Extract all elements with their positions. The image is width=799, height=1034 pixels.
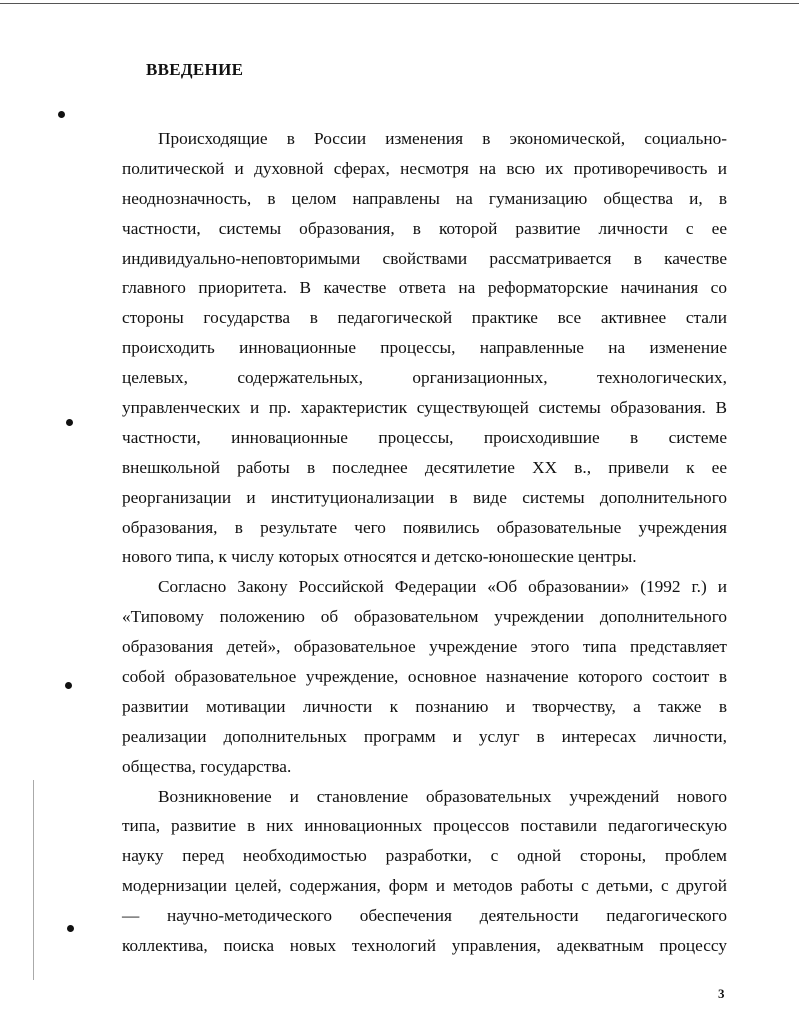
text-line: целевых, содержательных, организационных, технологических, bbox=[122, 368, 727, 388]
text-line: общества, государства. bbox=[122, 756, 292, 776]
text-line: неоднозначность, в целом направлены на гуманизацию общества и, в bbox=[122, 188, 727, 208]
text-line: Происходящие в России изменения в экономической, социально- bbox=[158, 129, 727, 148]
text-line: науку перед необходимостью разработки, с одной стороны, проблем bbox=[122, 846, 727, 866]
text-line: типа, развитие в них инновационных процессов поставили педагогическую bbox=[122, 816, 727, 836]
text-line: Возникновение и становление образовательных учреждений нового bbox=[158, 786, 727, 806]
text-line: реорганизации и институционализации в виде системы дополнительного bbox=[122, 487, 727, 507]
text-line: происходить инновационные процессы, направленные на изменение bbox=[122, 338, 727, 358]
page-number: 3 bbox=[718, 986, 725, 1001]
binding-hole-mark bbox=[58, 111, 65, 118]
text-line: «Типовому положению об образовательном учреждении дополнительного bbox=[122, 607, 727, 627]
binding-hole-mark bbox=[65, 682, 72, 689]
text-line: управленческих и пр. характеристик существующей системы образования. В bbox=[122, 398, 727, 418]
text-line: модернизации целей, содержания, форм и методов работы с детьми, с другой bbox=[122, 876, 727, 896]
text-line: — научно-методического обеспечения деятельности педагогического bbox=[122, 906, 727, 926]
text-line: образования детей», образовательное учреждение этого типа представляет bbox=[122, 637, 727, 657]
text-line: главного приоритета. В качестве ответа на реформаторские начинания со bbox=[122, 278, 727, 298]
text-line: стороны государства в педагогической практике все активнее стали bbox=[122, 308, 727, 328]
text-line: Согласно Закону Российской Федерации «Об образовании» (1992 г.) и bbox=[158, 577, 727, 597]
binding-hole-mark bbox=[67, 925, 74, 932]
text-line: реализации дополнительных программ и услуг в интересах личности, bbox=[122, 726, 727, 746]
section-heading: ВВЕДЕНИЕ bbox=[146, 60, 244, 79]
top-border-line bbox=[0, 3, 799, 4]
text-line: частности, инновационные процессы, происходившие в системе bbox=[122, 427, 727, 447]
text-line: индивидуально-неповторимыми свойствами рассматривается в качестве bbox=[122, 248, 727, 268]
text-line: образования, в результате чего появились образовательные учреждения bbox=[122, 517, 727, 537]
text-line: коллектива, поиска новых технологий управления, адекватным процессу bbox=[122, 936, 727, 956]
body-text bbox=[122, 124, 727, 961]
text-line: внешкольной работы в последнее десятилетие XX в., привели к ее bbox=[122, 457, 727, 477]
text-line: собой образовательное учреждение, основное назначение которого состоит в bbox=[122, 667, 727, 687]
binding-hole-mark bbox=[66, 419, 73, 426]
text-line: политической и духовной сферах, несмотря на всю их противоречивость и bbox=[122, 158, 727, 178]
text-line: нового типа, к числу которых относятся и детско-юношеские центры. bbox=[122, 547, 637, 567]
text-line: частности, системы образования, в которой развитие личности с ее bbox=[122, 218, 727, 238]
text-line: развитии мотивации личности к познанию и творчеству, а также в bbox=[122, 696, 727, 716]
left-margin-line bbox=[33, 780, 34, 980]
